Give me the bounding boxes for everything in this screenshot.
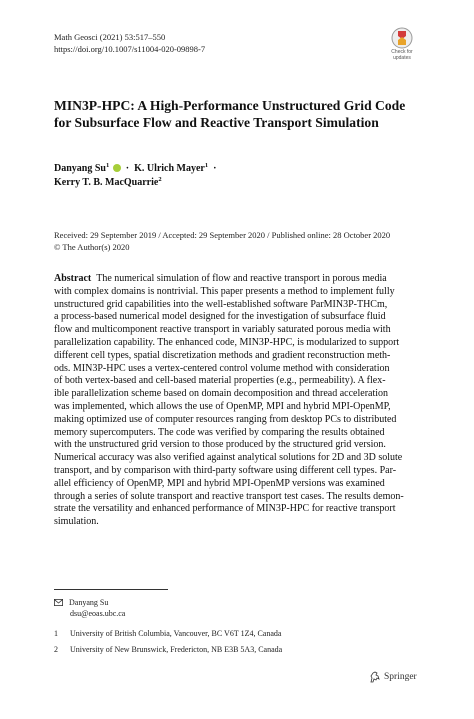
corresponding-author	[54, 597, 125, 619]
abstract-line: simulation.	[54, 516, 99, 528]
publisher-name: Springer	[384, 672, 417, 682]
orcid-icon[interactable]	[113, 164, 121, 172]
doi-link[interactable]: https://doi.org/10.1007/s11004-020-09898-7	[54, 43, 206, 54]
envelope-icon	[54, 599, 63, 606]
abstract-line: through a series of solute transport and reactive transport test cases. The results demon-	[54, 490, 404, 502]
abstract-line: memory supercomputers. The code was verified by comparing the results obtained	[54, 426, 385, 438]
author-affiliation-mark: 2	[158, 176, 162, 183]
abstract-line: The numerical simulation of flow and reactive transport in porous media	[96, 273, 387, 284]
abstract	[54, 273, 422, 529]
abstract-line: transport, and by comparison with third-party software using different cell types. Par-	[54, 464, 397, 476]
footnote-divider	[54, 589, 168, 590]
contact-name: Danyang Su	[69, 598, 109, 607]
check-for-updates-icon	[391, 27, 413, 49]
abstract-line: making optimized use of computer resources ranging from desktop PCs to distributed	[54, 413, 397, 425]
badge-text-line1: Check for	[391, 49, 413, 55]
history-dates: Received: 29 September 2019 / Accepted: 29 September 2020 / Published online: 28 October 2020	[54, 230, 391, 240]
abstract-line: ods. MIN3P-HPC uses a vertex-centered control volume method with consideration	[54, 362, 390, 374]
abstract-label: Abstract	[54, 273, 92, 284]
springer-horse-icon	[369, 671, 381, 683]
abstract-line: strate the versatility and enhanced performance of MIN3P-HPC for reactive transport	[54, 503, 396, 515]
author-list	[54, 162, 216, 190]
journal-header	[54, 32, 205, 55]
affiliation-text: University of New Brunswick, Fredericton, NB E3B 5A3, Canada	[70, 645, 283, 654]
author-name[interactable]: K. Ulrich Mayer	[134, 163, 205, 174]
affiliation-number: 2	[54, 645, 58, 654]
author-separator: ·	[125, 163, 130, 174]
abstract-line: flow and multicomponent reactive transport in variably saturated porous media with	[54, 324, 391, 336]
abstract-line: a process-based numerical model designed for the investigation of subsurface fluid	[54, 311, 386, 323]
publication-dates	[54, 230, 390, 253]
abstract-line: Numerical accuracy was also verified against analytical solutions for 2D and 3D solute	[54, 452, 403, 464]
publisher-logo[interactable]	[369, 671, 417, 683]
author-affiliation-mark: 1	[105, 162, 110, 169]
abstract-line: with complex domains is nontrivial. This paper presents a method to implement fully	[54, 285, 395, 297]
contact-email[interactable]: dsu@eoas.ubc.ca	[70, 609, 126, 618]
abstract-line: allel efficiency of OpenMP, MPI and hybrid MPI-OpenMP versions was examined	[54, 477, 385, 489]
journal-citation: Math Geosci (2021) 53:517–550	[54, 32, 166, 42]
author-affiliation-mark: 1	[204, 162, 209, 169]
paper-title: MIN3P-HPC: A High-Performance Unstructured Grid Code for Subsurface Flow and Reactive Transport Simulation	[54, 98, 406, 130]
author-name[interactable]: Kerry T. B. MacQuarrie	[54, 177, 159, 188]
abstract-line: different cell types, spatial discretization methods and gradient reconstruction meth-	[54, 349, 391, 361]
abstract-line: parallelization capability. The enhanced code, MIN3P-HPC, is modularized to support	[54, 336, 400, 348]
abstract-line: unstructured grid capabilities into the well-established software ParMIN3P-THCm,	[54, 298, 388, 310]
abstract-line: was implemented, which allows the use of OpenMP, MPI and hybrid MPI-OpenMP,	[54, 400, 391, 412]
affiliation-2	[54, 644, 282, 655]
badge-text-line2: updates	[393, 54, 411, 61]
affiliation-text: University of British Columbia, Vancouver, BC V6T 1Z4, Canada	[70, 629, 282, 638]
abstract-line: ible parallelization scheme based on domain decomposition and thread acceleration	[54, 388, 389, 400]
affiliation-number: 1	[54, 629, 58, 638]
check-for-updates-badge[interactable]	[384, 27, 420, 65]
affiliation-1	[54, 628, 281, 639]
abstract-line: of both vertex-based and cell-based material properties (e.g., permeability). A flex-	[54, 375, 386, 387]
author-separator: ·	[213, 163, 217, 174]
author-name[interactable]: Danyang Su	[54, 163, 106, 174]
abstract-line: with the unstructured grid version to those produced by the structured grid version.	[54, 439, 386, 451]
copyright-line: © The Author(s) 2020	[54, 241, 130, 252]
